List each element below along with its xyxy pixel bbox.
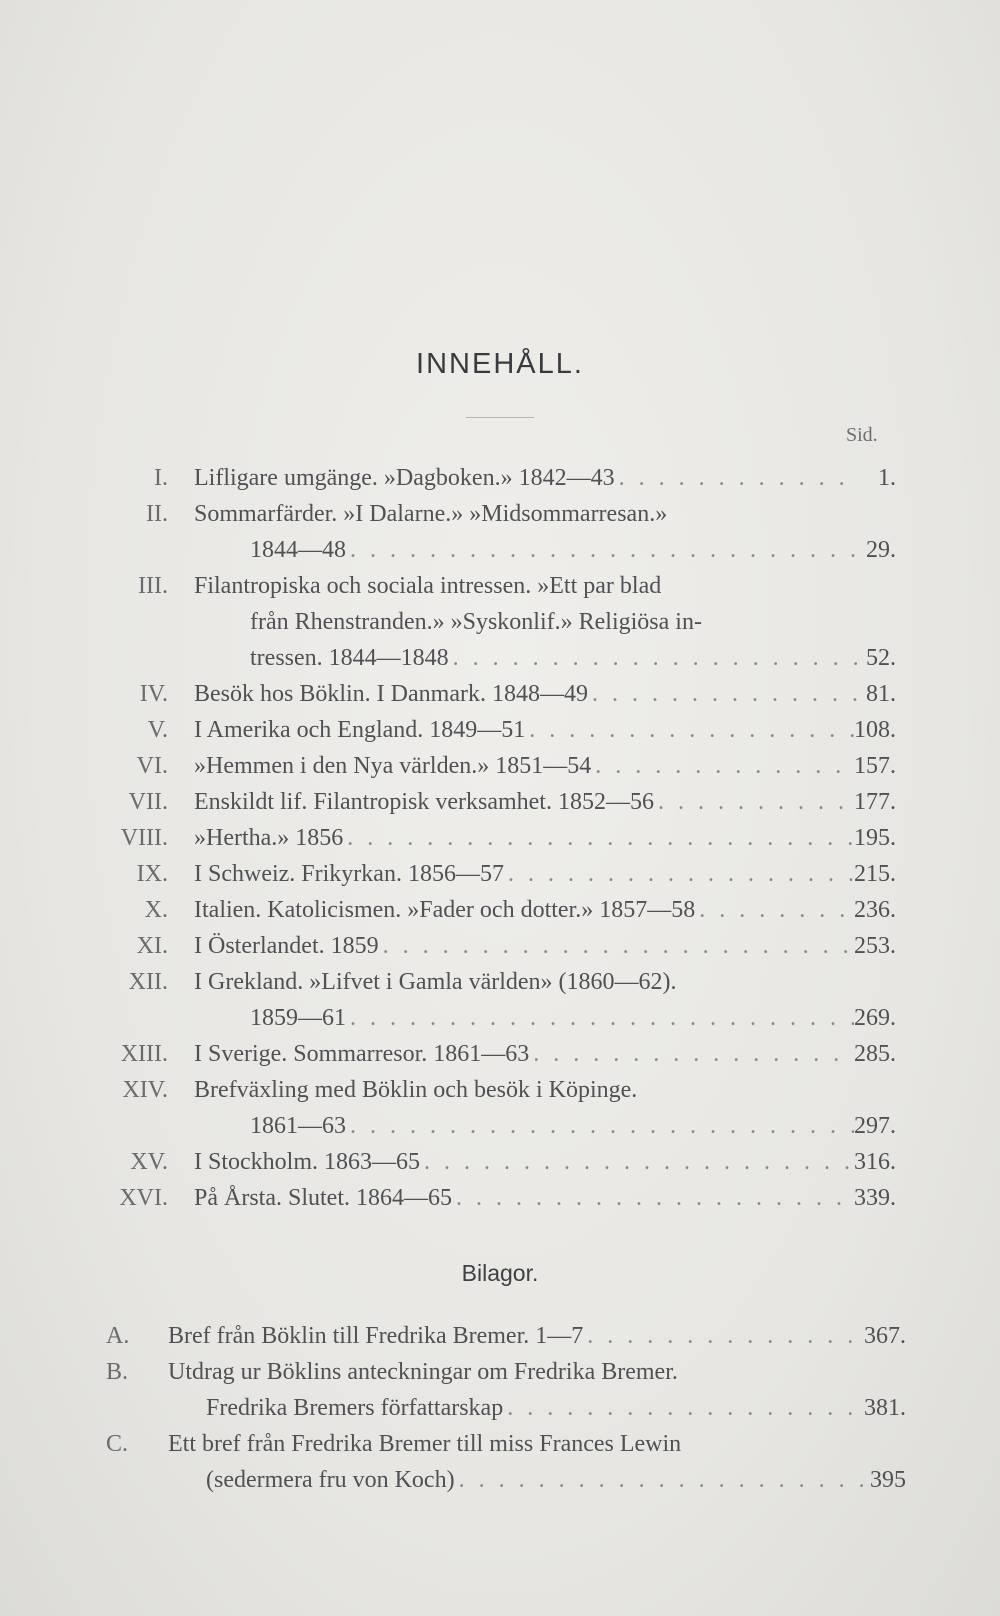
chapter-entry-number: I. (154, 465, 168, 491)
chapter-entry-title: I Österlandet. 1859 (194, 933, 379, 959)
chapter-entry (100, 784, 900, 820)
dot-leader (346, 1108, 854, 1144)
chapter-entry-page-number: 236. (854, 897, 896, 923)
chapter-entry-title: Italien. Katolicismen. »Fader och dotter.» 1857—58 (194, 897, 696, 923)
appendix-entry (106, 1426, 906, 1498)
chapter-entry-title: Filantropiska och sociala intressen. »Ett par blad (194, 573, 662, 599)
chapter-entry-page-number: 52. (866, 645, 896, 671)
chapter-entry (100, 964, 900, 1036)
chapter-entry-title: På Årsta. Slutet. 1864—65 (194, 1185, 452, 1211)
chapter-entry-title: Besök hos Böklin. I Danmark. 1848—49 (194, 681, 588, 707)
chapter-entry (100, 712, 900, 748)
appendix-entry-title: Fredrika Bremers författarskap (206, 1395, 504, 1421)
appendix-entry-page-number: 395 (870, 1467, 906, 1493)
chapter-entry-title: 1844—48 (250, 537, 346, 563)
chapter-entry-page-number: 316. (854, 1149, 896, 1175)
chapter-entry (100, 1180, 900, 1216)
appendix-entry-number: B. (106, 1359, 129, 1385)
page-title: INNEHÅLL. (416, 348, 584, 380)
chapter-entry (100, 748, 900, 784)
dot-leader (525, 712, 854, 748)
chapter-entry-title: tressen. 1844—1848 (250, 645, 449, 671)
appendix-entry (106, 1354, 906, 1426)
chapter-entry-number: XI. (136, 933, 168, 959)
chapter-entry-page-number: 269. (854, 1005, 896, 1031)
page-column-header: Sid. (846, 424, 878, 446)
chapter-entry-page-number: 339. (854, 1185, 896, 1211)
dot-leader (346, 1000, 854, 1036)
chapter-entry-page-number: 215. (854, 861, 896, 887)
chapter-entry-page-number: 285. (854, 1041, 896, 1067)
appendix-entry-title: Bref från Böklin till Fredrika Bremer. 1—7 (168, 1323, 584, 1349)
chapter-entry-title: I Schweiz. Frikyrkan. 1856—57 (194, 861, 504, 887)
dot-leader (695, 892, 854, 928)
chapter-entry-number: XVI. (119, 1185, 168, 1211)
chapter-entry (100, 892, 900, 928)
chapter-entry (100, 928, 900, 964)
chapter-entry-page-number: 1. (878, 465, 896, 491)
dot-leader (503, 1390, 864, 1426)
dot-leader (615, 460, 860, 496)
chapter-entry-number: XII. (128, 969, 168, 995)
chapter-entry-title: Brefväxling med Böklin och besök i Köpinge. (194, 1077, 638, 1103)
chapter-entry-page-number: 177. (854, 789, 896, 815)
chapter-entry-page-number: 157. (854, 753, 896, 779)
appendix-entry-page-number: 367. (864, 1323, 906, 1349)
appendix-entry (106, 1318, 906, 1354)
chapter-entry-title: »Hertha.» 1856 (194, 825, 344, 851)
chapter-entry (100, 820, 900, 856)
chapter-entry-title: I Grekland. »Lifvet i Gamla världen» (1860—62). (194, 969, 677, 995)
chapter-entry-page-number: 29. (866, 537, 896, 563)
chapter-entry-number: X. (144, 897, 168, 923)
chapter-entry-number: V. (147, 717, 168, 743)
dot-leader (504, 856, 854, 892)
dot-leader (343, 820, 854, 856)
chapter-entry (100, 1036, 900, 1072)
chapter-entry-page-number: 195. (854, 825, 896, 851)
table-of-contents (100, 460, 900, 1216)
title-divider (466, 417, 534, 418)
chapter-entry-title: »Hemmen i den Nya världen.» 1851—54 (194, 753, 592, 779)
dot-leader (588, 676, 860, 712)
chapter-entry-page-number: 81. (866, 681, 896, 707)
dot-leader (379, 928, 854, 964)
chapter-entry-number: XV. (130, 1149, 168, 1175)
chapter-entry-number: II. (146, 501, 168, 527)
chapter-entry-title: 1861—63 (250, 1113, 346, 1139)
chapter-entry (100, 1072, 900, 1144)
chapter-entry-title: från Rhenstranden.» »Syskonlif.» Religiösa in- (250, 609, 702, 635)
chapter-entry-number: IX. (136, 861, 168, 887)
chapter-entry (100, 568, 900, 676)
chapter-entry-page-number: 253. (854, 933, 896, 959)
appendix-entry-page-number: 381. (864, 1395, 906, 1421)
chapter-entry-number: XIII. (120, 1041, 168, 1067)
chapter-entry-number: VII. (128, 789, 168, 815)
dot-leader (420, 1144, 854, 1180)
appendix-entry-title: (sedermera fru von Koch) (206, 1467, 455, 1493)
dot-leader (654, 784, 854, 820)
dot-leader (529, 1036, 854, 1072)
appendix-entry-title: Utdrag ur Böklins anteckningar om Fredrika Bremer. (168, 1359, 678, 1385)
appendix-entry-title: Ett bref från Fredrika Bremer till miss Frances Lewin (168, 1431, 682, 1457)
chapter-entry-title: Sommarfärder. »I Dalarne.» »Midsommarresan.» (194, 501, 668, 527)
dot-leader (583, 1318, 864, 1354)
chapter-entry (100, 676, 900, 712)
chapter-entry-title: I Amerika och England. 1849—51 (194, 717, 526, 743)
chapter-entry (100, 460, 900, 496)
appendix-heading: Bilagor. (461, 1260, 539, 1286)
chapter-entry (100, 496, 900, 568)
dot-leader (452, 1180, 854, 1216)
chapter-entry-number: VIII. (120, 825, 168, 851)
chapter-entry-number: XIV. (122, 1077, 168, 1103)
chapter-entry-number: IV. (139, 681, 168, 707)
chapter-entry-title: 1859—61 (250, 1005, 346, 1031)
chapter-entry-title: Lifligare umgänge. »Dagboken.» 1842—43 (194, 465, 615, 491)
appendix-entry-number: C. (106, 1431, 129, 1457)
chapter-entry-number: VI. (136, 753, 168, 779)
dot-leader (591, 748, 854, 784)
dot-leader (346, 532, 860, 568)
dot-leader (455, 1462, 870, 1498)
chapter-entry (100, 856, 900, 892)
chapter-entry-title: Enskildt lif. Filantropisk verksamhet. 1852—56 (194, 789, 654, 815)
chapter-entry-number: III. (138, 573, 168, 599)
dot-leader (449, 640, 860, 676)
chapter-entry-title: I Sverige. Sommarresor. 1861—63 (194, 1041, 530, 1067)
appendix-entry-number: A. (106, 1323, 130, 1349)
chapter-entry-page-number: 108. (854, 717, 896, 743)
chapter-entry-page-number: 297. (854, 1113, 896, 1139)
chapter-entry-title: I Stockholm. 1863—65 (194, 1149, 420, 1175)
chapter-entry (100, 1144, 900, 1180)
appendix-list (106, 1318, 906, 1498)
